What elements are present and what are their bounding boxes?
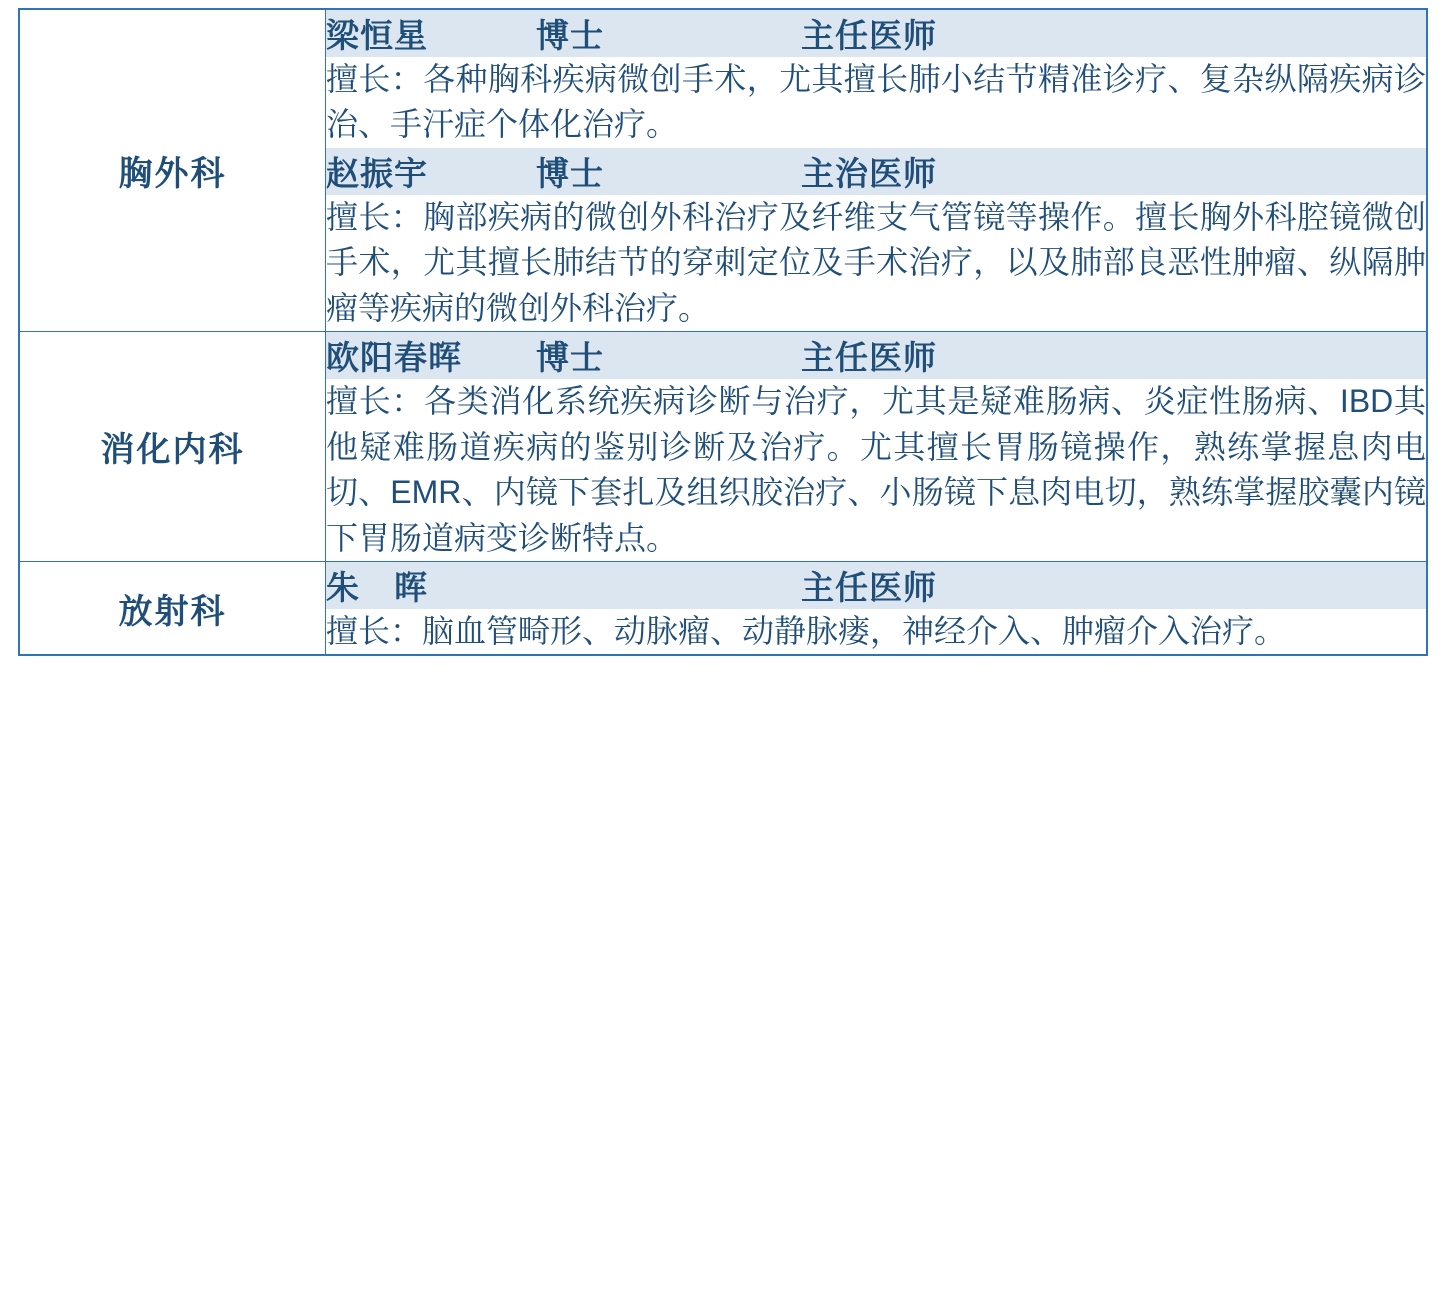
doctor-list	[326, 332, 1426, 561]
doctor-roster-table	[18, 8, 1428, 656]
table-row	[19, 332, 1427, 562]
department-name: 消化内科	[19, 332, 326, 562]
doctor-specialty-row	[326, 57, 1426, 148]
doctor-header-row	[326, 332, 1426, 379]
doctor-header-row	[326, 562, 1426, 609]
doctor-degree: 博士	[536, 17, 604, 54]
doctor-degree: 博士	[536, 339, 604, 377]
doctor-specialty: 擅长：脑血管畸形、动脉瘤、动静脉瘘，神经介入、肿瘤介入治疗。	[326, 609, 1426, 654]
department-doctors	[326, 9, 1428, 332]
doctor-list	[326, 562, 1426, 654]
doctor-degree: 博士	[536, 154, 604, 192]
doctor-specialty: 擅长：胸部疾病的微创外科治疗及纤维支气管镜等操作。擅长胸外科腔镜微创手术，尤其擅长肺结节的穿刺定位及手术治疗，以及肺部良恶性肿瘤、纵隔肿瘤等疾病的微创外科治疗。	[326, 195, 1426, 331]
department-doctors	[326, 332, 1428, 562]
doctor-header-row	[326, 148, 1426, 195]
table-row	[19, 561, 1427, 655]
doctor-header	[326, 332, 1426, 379]
doctor-title: 主任医师	[801, 17, 937, 54]
doctor-name: 赵振宇	[326, 154, 428, 192]
doctor-specialty: 擅长：各种胸科疾病微创手术，尤其擅长肺小结节精准诊疗、复杂纵隔疾病诊治、手汗症个体化治疗。	[326, 57, 1426, 148]
roster-body	[19, 9, 1427, 655]
doctor-specialty-row	[326, 379, 1426, 561]
doctor-name: 梁恒星	[326, 17, 428, 54]
doctor-specialty-row	[326, 195, 1426, 331]
doctor-title: 主任医师	[801, 339, 937, 377]
doctor-name: 欧阳春晖	[326, 339, 462, 377]
doctor-specialty: 擅长：各类消化系统疾病诊断与治疗，尤其是疑难肠病、炎症性肠病、IBD其他疑难肠道疾病的鉴别诊断及治疗。尤其擅长胃肠镜操作，熟练掌握息肉电切、EMR、内镜下套扎及组织胶治疗、小肠镜下息肉电切，熟练掌握胶囊内镜下胃肠道病变诊断特点。	[326, 379, 1426, 561]
doctor-header	[326, 10, 1426, 57]
doctor-header-row	[326, 10, 1426, 57]
doctor-name: 朱 晖	[326, 568, 428, 606]
department-doctors	[326, 561, 1428, 655]
doctor-header	[326, 148, 1426, 195]
department-name: 胸外科	[19, 9, 326, 332]
doctor-title: 主任医师	[801, 568, 937, 606]
doctor-header	[326, 562, 1426, 609]
doctor-title: 主治医师	[801, 154, 937, 192]
doctor-specialty-row	[326, 609, 1426, 654]
table-row	[19, 9, 1427, 332]
doctor-list	[326, 10, 1426, 331]
department-name: 放射科	[19, 561, 326, 655]
